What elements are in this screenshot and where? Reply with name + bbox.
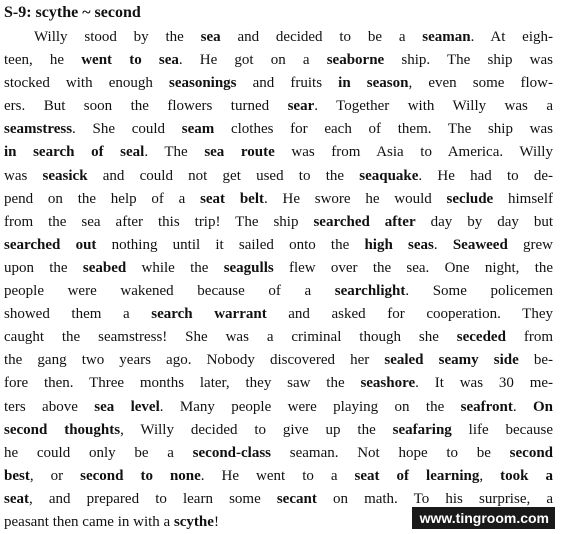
passage-line [4,442,553,465]
passage-text-segment: . He had to de- [418,167,554,184]
vocabulary-term: sea level [94,398,160,415]
passage-text-segment: . Many people were playing on the [159,398,461,415]
vocabulary-term: search warrant [151,306,267,323]
passage-line [4,257,553,280]
passage-text-segment: . She could [72,121,182,138]
vocabulary-term: seaquake [359,167,419,184]
vocabulary-term: best [4,467,30,484]
passage-text-segment: himself [493,190,553,207]
vocabulary-term: second thoughts [4,421,121,438]
vocabulary-term: sear [287,98,315,115]
vocabulary-term: seashore [360,375,416,392]
passage-text-segment: fore then. Three months later, they saw the [4,375,361,392]
vocabulary-term: went to sea [81,52,179,69]
passage-text-segment: stocked with enough [4,75,169,92]
vocabulary-term: seaborne [326,52,385,69]
passage-line [4,72,553,95]
passage-text-segment: flew over the sea. One night, the [273,259,554,276]
passage-text-segment: , or [29,467,81,484]
passage-text-segment: . He went to a [200,467,355,484]
passage-text-segment: and asked for cooperation. They [266,306,553,323]
passage-text-segment: from [505,329,553,346]
passage-text-segment: . [512,398,533,415]
vocabulary-term: On [532,398,553,415]
vocabulary-term: seafaring [392,421,452,438]
passage-line [4,49,553,72]
passage-text [4,26,553,534]
passage-line [4,326,553,349]
passage-line [4,465,553,488]
passage-line [4,211,553,234]
passage-text-segment: he could only be a [4,444,193,461]
vocabulary-term: seamstress [4,121,73,138]
passage-text-segment: , [479,467,501,484]
passage-text-segment: people were wakened because of a [4,283,335,300]
passage-text-segment: on math. To his surprise, a [316,490,553,507]
passage-text-segment: ters above [4,398,95,415]
passage-line [4,188,553,211]
passage-text-segment: and decided to be a [220,29,423,45]
passage-line [4,165,553,188]
passage-text-segment: while the [126,259,224,276]
vocabulary-term: sealed seamy side [384,352,519,369]
passage-line [4,118,553,141]
passage-text-segment: ship. The ship was [384,52,553,69]
vocabulary-term: seceded [456,329,506,346]
vocabulary-term: in search of seal [4,144,145,161]
passage-text-segment: . The [144,144,205,161]
passage-line [4,303,553,326]
passage-text-segment: . Some policemen [405,283,553,300]
passage-text-segment: upon the [4,259,83,276]
vocabulary-term: seasonings [168,75,237,92]
passage-text-segment: and could not get used to the [87,167,360,184]
passage-line [4,234,553,257]
passage-text-segment: teen, he [4,52,82,69]
passage-text-segment: caught the seamstress! She was a criminal though she [4,329,457,346]
passage-text-segment: clothes for each of them. The ship was [214,121,553,138]
vocabulary-term: in season [338,75,409,92]
passage-text-segment: the gang two years ago. Nobody discovered her [4,352,385,369]
passage-text-segment: was from Asia to America. Willy [274,144,553,161]
passage-text-segment: Willy stood by the [34,29,201,45]
section-heading: S-9: scythe ~ second [4,4,141,21]
passage-text-segment: seaman. Not hope to be [271,444,510,461]
passage-text-segment: ers. But soon the flowers turned [4,98,288,115]
passage-text-segment: day by day but [415,213,554,230]
site-watermark: www.tingroom.com [412,507,555,529]
passage-line [4,396,553,419]
passage-text-segment: be- [518,352,553,369]
vocabulary-term: second-class [192,444,272,461]
vocabulary-term: searched after [313,213,416,230]
vocabulary-term: high seas [364,236,434,253]
passage-text-segment: peasant then came in with a [4,513,174,530]
vocabulary-term: secant [276,490,317,507]
vocabulary-term: seasick [42,167,88,184]
vocabulary-term: took a [500,467,553,484]
vocabulary-term: seat belt [200,190,264,207]
passage-line [4,141,553,164]
vocabulary-term: seclude [446,190,494,207]
vocabulary-term: scythe [173,513,214,530]
vocabulary-term: second to none [80,467,201,484]
passage-line [4,419,553,442]
vocabulary-term: second [509,444,554,461]
vocabulary-term: sea route [204,144,275,161]
vocabulary-term: searchlight [334,283,406,300]
vocabulary-term: seam [181,121,215,138]
passage-text-segment: . He got on a [178,52,327,69]
passage-text-segment: , Willy decided to give up the [120,421,393,438]
vocabulary-term: seafront [460,398,513,415]
vocabulary-term: seat of learning [354,467,480,484]
passage-text-segment: ! [213,513,219,530]
vocabulary-term: seaman [422,29,471,45]
vocabulary-term: seabed [82,259,127,276]
passage-text-segment: . At eigh- [470,29,554,45]
passage-text-segment: . It was 30 me- [415,375,554,392]
passage-text-segment: and fruits [236,75,339,92]
passage-text-segment: showed them a [4,306,152,323]
passage-line [4,280,553,303]
passage-text-segment: . Together with Willy was a [314,98,553,115]
passage-text-segment: life because [451,421,553,438]
vocabulary-term: searched out [4,236,97,253]
passage-line [4,349,553,372]
passage-line [4,26,553,49]
passage-line [4,95,553,118]
passage-line [4,372,553,395]
passage-text-segment: was [4,167,43,184]
passage-text-segment: . [433,236,453,253]
passage-text-segment: , even some flow- [408,75,554,92]
vocabulary-term: Seaweed [452,236,508,253]
passage-text-segment: from the sea after this trip! The ship [4,213,314,230]
passage-text-segment: nothing until it sailed onto the [96,236,365,253]
passage-text-segment: pend on the help of a [4,190,201,207]
passage-text-segment: , and prepared to learn some [29,490,277,507]
passage-text-segment: grew [507,236,553,253]
passage-text-segment: . He swore he would [263,190,447,207]
vocabulary-term: seagulls [223,259,274,276]
vocabulary-term: sea [200,29,221,45]
vocabulary-term: seat [4,490,29,507]
